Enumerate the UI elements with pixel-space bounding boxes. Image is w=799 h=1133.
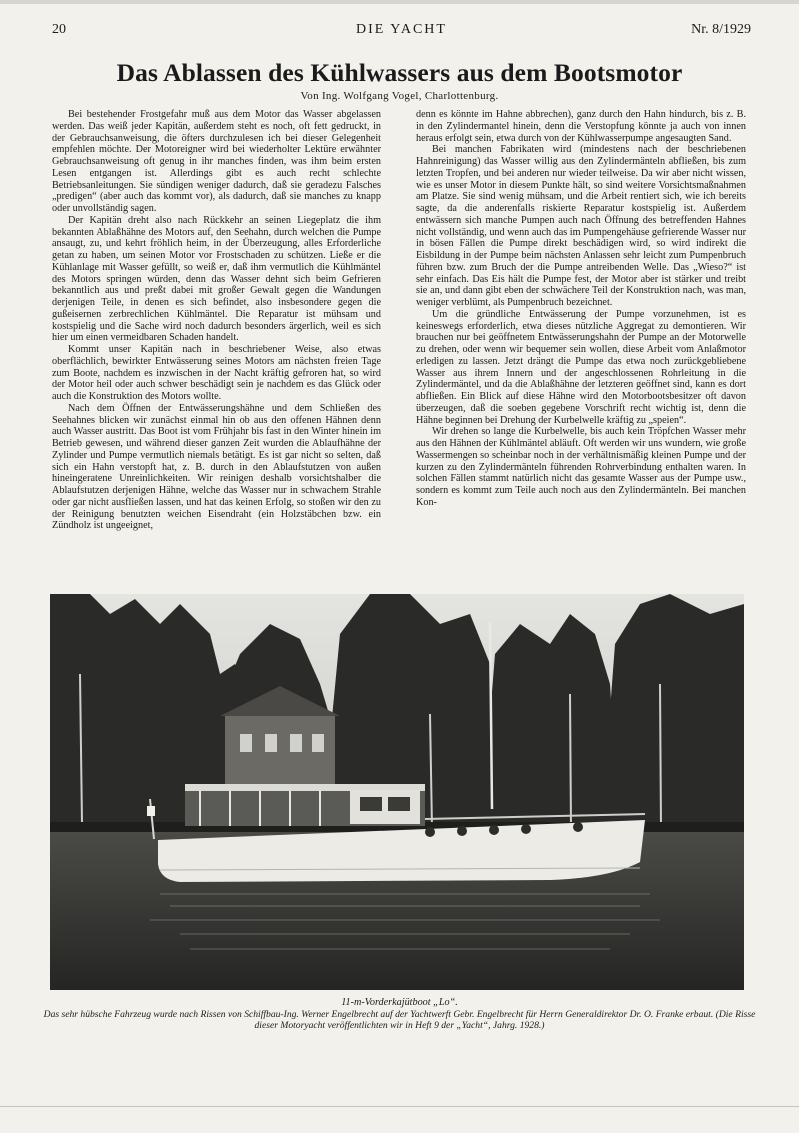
paragraph: Kommt unser Kapitän nach in beschriebener Weise, also etwas oberflächlich, bewirkter Entwässerung seines Motors am nächsten freien Tage zum Boote, nachdem es inzwischen in der Nacht kräftig gefroren hat, so wird der Motor heil oder auch schwer beschädigt sein je nachdem es das Glück oder auch die Konstruktion des Motors wollte.	[52, 344, 381, 402]
photo-caption	[40, 997, 759, 1032]
paragraph: Der Kapitän dreht also nach Rückkehr an seinen Liegeplatz die ihm bekannten Ablaßhähne des Motors auf, den Seehahn, durch welchen die Pumpe ansaugt, zu, und kehrt fröhlich heim, in der Überzeugung, alles Erforderliche getan zu haben, um seinen Motor vor Frostschaden zu schützen. Ließe er die Kühlanlage mit Wasser gefüllt, so weiß er, daß ihm vermutlich die Kühlmäntel des Motors springen würden, denn das Wasser dehnt sich beim Gefrieren bekanntlich aus und preßt dabei mit großer Gewalt gegen die Wandungen derjenigen Teile, in denen es sich befindet, also insbesondere gegen die gußeisernen zerbrechlichen Kühlmäntel. Die Reparatur ist mühsam und kostspielig und die Sache wird noch dadurch besonders ärgerlich, weil es sich hier um einen vermeidbaren Schaden handelt.	[52, 214, 381, 344]
caption-body: Das sehr hübsche Fahrzeug wurde nach Rissen von Schiffbau-Ing. Werner Engelbrecht auf der Yachtwerft Gebr. Engelbrecht für Herrn Generaldirektor Dr. O. Franke erbaut. (Die Risse dieser Motoryacht veröffentlichten wir in Heft 9 der „Yacht“, Jahrg. 1928.)	[43, 1008, 756, 1031]
issue-number: Nr. 8/1929	[691, 22, 751, 37]
text-column-left	[52, 109, 381, 584]
article-title: Das Ablassen des Kühlwassers aus dem Bootsmotor	[116, 58, 683, 87]
boat-photo-drawing	[50, 594, 744, 990]
text-column-right	[416, 109, 746, 584]
paragraph: Bei bestehender Frostgefahr muß aus dem Motor das Wasser abgelassen werden. Das weiß jeder Kapitän, außerdem steht es noch, oft fett gedruckt, in der Gebrauchsanweisung, die öfters durchzulesen ich bei dieser Gelegenheit empfehlen möchte. Der Motoreigner wird bei wiederholter Lektüre erwähnter Gebrauchsanweisung oft genug in ihr manches finden, was ihm beim ersten Lesen entgangen ist. Allerdings gibt es auch recht schlechte Betriebsanleitungen. Sie sündigen weniger dadurch, daß sie geradezu Falsches „predigen“ (aber auch das kommt vor), als dadurch, daß sie manches zu knapp oder unvollständig sagen.	[52, 109, 381, 214]
boat-photograph	[50, 594, 744, 990]
paragraph: Bei manchen Fabrikaten wird (mindestens nach der beschriebenen Hahnreinigung) das Wasser willig aus den Zylindermänteln abfließen, bis zum letzten Tropfen, und bei anderen nur wieder teilweise. Da wir aber nicht wissen, wie es unser Motor in diesem Punkte hält, so sind weitere Vorsichtsmaßnahmen am Platze. Sie sind wenig mühsam, und die Arbeit rentiert sich, wie ich bereits sagte, da die anderenfalls riskierte Reparatur kostspielig ist. Außerdem entwässern sich manche Pumpen auch nach Öffnung des betreffenden Hahnes nicht vollständig, und wenn auch das im Pumpengehäuse gefrierende Wasser nur in bösen Fällen die Pumpe direkt beschädigen wird, so wird indirekt die Eisbildung in der Pumpe beim nächsten Anlassen sehr leicht zum Pumpenbruch führen bzw. zum Bruch der die Pumpe antreibenden Welle. Das „Wieso?“ ist sehr einfach. Das Eis hält die Pumpe fest, der Motor aber ist stärker und treibt sie an, und dann gibt eben der schwächere Teil der Konstruktion nach, was man, weniger verblümt, als Pumpenbruch bezeichnet.	[416, 144, 746, 308]
paragraph: Nach dem Öffnen der Entwässerungshähne und dem Schließen des Seehahnes blicken wir zunächst einmal hin ob aus den offenen Hähnen denn auch Wasser austritt. Das Boot ist vom Frühjahr bis fast in den Winter hinein im Betrieb gewesen, und während dieser ganzen Zeit wurden die Ablaufhähne der Zylinder und Pumpe vermutlich niemals betätigt. Es ist gar nicht so selten, daß sich ein Hahn verstopft hat, z. B. durch in den Ablaufstutzen von außen hineingeratene Unreinlichkeiten. Wir reinigen deshalb vorsichtshalber die Ablaufstutzen derjenigen Hähne, welche das Wasser nur in schwachem Strahle oder gar nicht ausfließen lassen, und hat das keinen Erfolg, so stoßen wir den zu der Reinigung benutzten weichen Eisendraht (ein Holzstäbchen bzw. ein Zündholz ist ungeeignet,	[52, 402, 381, 532]
magazine-name: DIE YACHT	[356, 22, 447, 37]
running-header	[52, 22, 751, 40]
paragraph: Wir drehen so lange die Kurbelwelle, bis auch kein Tröpfchen Wasser mehr aus den Hähnen der Kühlmäntel abläuft. Oft werden wir uns wundern, wie große Wassermengen so scheinbar noch in der verhältnismäßig kleinen Pumpe und der kurzen zu den Zylindermänteln führenden Rohrverbindung enthalten waren. In solchen Fällen stammt natürlich nicht das gesamte Wasser aus der Pumpe usw., sondern es kommt zum Teile auch noch aus den Zylindermänteln. Bei manchen Kon-	[416, 426, 746, 508]
caption-title: 11-m-Vorderkajütboot „Lo“.	[341, 997, 458, 1008]
page-bottom-rule	[0, 1106, 799, 1107]
page-number: 20	[52, 22, 66, 37]
paragraph: Um die gründliche Entwässerung der Pumpe vorzunehmen, ist es keineswegs erforderlich, etwa dieses nützliche Aggregat zu demontieren. Wir brauchen nur bei geöffnetem Entwässerungshahn der Pumpe an der Motorwelle zu drehen, oder wenn wir bequemer sein wollen, diese Arbeit vom Anlaßmotor erledigen zu lassen. Jetzt drängt die Pumpe das etwa noch zurückgebliebene Wasser aus ihrem Innern und der angeschlossenen Rohrleitung in die Zylindermäntel, und da die Ablaßhähne der letzteren geöffnet sind, kann es dort abfließen. Ein Blick auf diese Hähne wird den Motorbootsbesitzer oft davon überzeugen, daß die soeben gegebene Vorschrift recht wichtig ist, denn die Hähne beginnen bei Drehung der Kurbelwelle kräftig zu „speien“.	[416, 308, 746, 426]
article-byline: Von Ing. Wolfgang Vogel, Charlottenburg.	[300, 90, 499, 102]
page-top-edge	[0, 0, 799, 4]
paragraph: denn es könnte im Hahne abbrechen), ganz durch den Hahn hindurch, bis z. B. in den Zylindermantel hinein, denn die Verstopfung könnte ja auch von innen heraus erfolgt sein, etwa durch von der Kühlwasserpumpe angesaugten Sand.	[416, 109, 746, 144]
